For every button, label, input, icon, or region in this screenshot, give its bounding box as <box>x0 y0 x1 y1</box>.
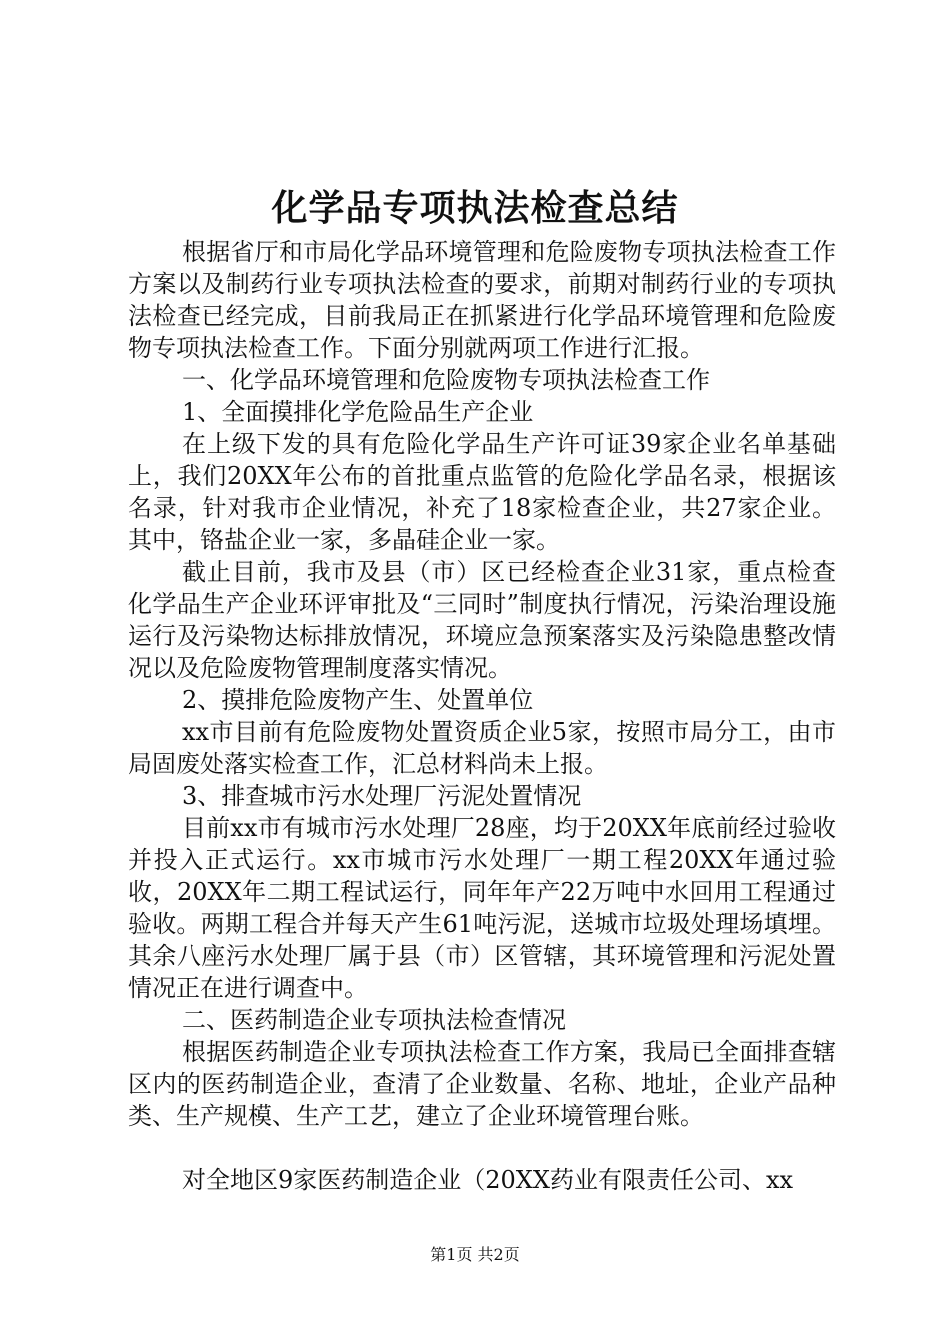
section-heading-chemicals: 一、化学品环境管理和危险废物专项执法检查工作 <box>182 366 710 394</box>
document-body <box>128 236 836 1196</box>
paragraph-enterprise-list: 在上级下发的具有危险化学品生产许可证39家企业名单基础上，我们20XX年公布的首批重点监管的危险化学品名录，根据该名录，针对我市企业情况，补充了18家检查企业，共27家企业。其中，铬盐企业一家，多晶硅企业一家。 <box>128 430 836 554</box>
section-heading-pharma: 二、医药制造企业专项执法检查情况 <box>182 1006 566 1034</box>
page-footer: 第1页 共2页 <box>430 1245 520 1264</box>
subsection-heading-2: 2、摸排危险废物产生、处置单位 <box>182 686 534 714</box>
paragraph-pharma-survey: 根据医药制造企业专项执法检查工作方案，我局已全面排查辖区内的医药制造企业，查清了企业数量、名称、地址，企业产品种类、生产规模、生产工艺，建立了企业环境管理台账。 <box>128 1038 836 1130</box>
paragraph-pharma-enterprises: 对全地区9家医药制造企业（20XX药业有限责任公司、xx <box>182 1166 794 1194</box>
paragraph-sewage-sludge: 目前xx市有城市污水处理厂28座，均于20XX年底前经过验收并投入正式运行。xx市城市污水处理厂一期工程20XX年通过验收，20XX年二期工程试运行，同年年产22万吨中水回用工程通过验收。两期工程合并每天产生61吨污泥，送城市垃圾处理场填埋。其余八座污水处理厂属于县（市）区管辖，其环境管理和污泥处置情况正在进行调查中。 <box>128 814 836 1002</box>
paragraph-inspection-status: 截止目前，我市及县（市）区已经检查企业31家，重点检查化学品生产企业环评审批及“三同时”制度执行情况，污染治理设施运行及污染物达标排放情况，环境应急预案落实及污染隐患整改情况以及危险废物管理制度落实情况。 <box>128 558 836 682</box>
subsection-heading-3: 3、排查城市污水处理厂污泥处置情况 <box>182 782 582 810</box>
subsection-heading-1: 1、全面摸排化学危险品生产企业 <box>182 398 534 426</box>
paragraph-intro: 根据省厅和市局化学品环境管理和危险废物专项执法检查工作方案以及制药行业专项执法检查的要求，前期对制药行业的专项执法检查已经完成，目前我局正在抓紧进行化学品环境管理和危险废物专项执法检查工作。下面分别就两项工作进行汇报。 <box>128 238 836 362</box>
document-title: 化学品专项执法检查总结 <box>271 187 679 229</box>
paragraph-hazardous-waste: xx市目前有危险废物处置资质企业5家，按照市局分工，由市局固废处落实检查工作，汇总材料尚未上报。 <box>128 718 836 778</box>
